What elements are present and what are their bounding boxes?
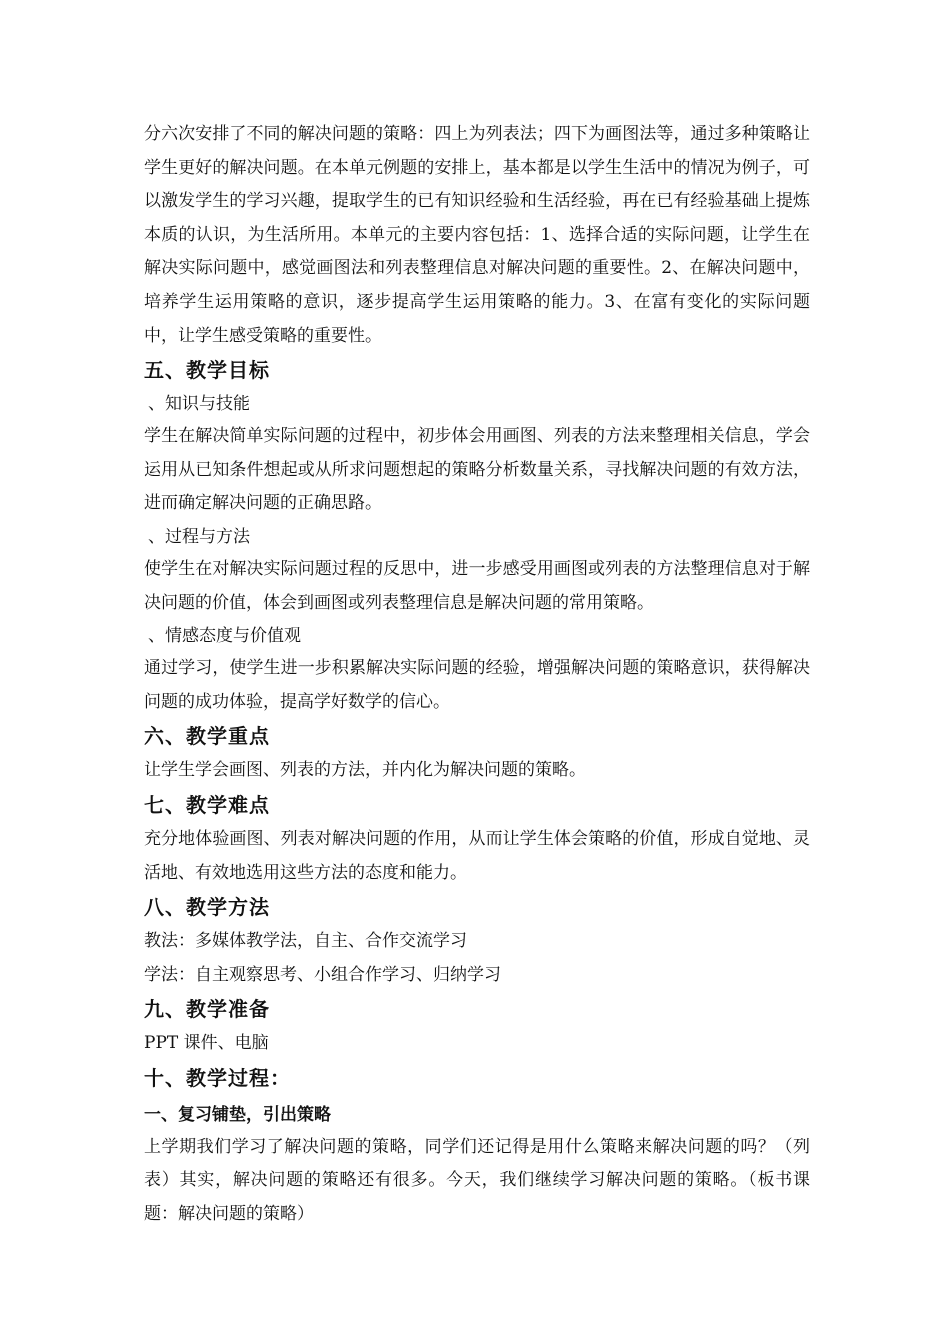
section-10-heading: 十、教学过程： [144, 1065, 291, 1090]
section-8-teaching-methods: 教法：多媒体教学法，自主、合作交流学习 [144, 931, 467, 952]
section-5-sub1-paragraph: 学生在解决简单实际问题的过程中，初步体会用画图、列表的方法来整理相关信息，学会运用从已知条件想起或从所求问题想起的策略分析数量关系，寻找解决问题的有效方法，进而确定解决问题的正确思路。 [144, 426, 810, 514]
section-6-paragraph: 让学生学会画图、列表的方法，并内化为解决问题的策略。 [144, 760, 586, 781]
section-5-sub3-paragraph: 通过学习，使学生进一步积累解决实际问题的经验，增强解决问题的策略意识，获得解决问题的成功体验，提高学好数学的信心。 [144, 658, 810, 712]
section-8-heading: 八、教学方法 [144, 895, 270, 920]
section-10-step1-paragraph: 上学期我们学习了解决问题的策略，同学们还记得是用什么策略来解决问题的吗？（列表）其实，解决问题的策略还有很多。今天，我们继续学习解决问题的策略。（板书课题：解决问题的策略） [144, 1136, 810, 1225]
section-5-heading: 五、教学目标 [144, 358, 270, 383]
document-body [144, 118, 810, 1232]
section-7-paragraph: 充分地体验画图、列表对解决问题的作用，从而让学生体会策略的价值，形成自觉地、灵活地、有效地选用这些方法的态度和能力。 [144, 828, 810, 883]
section-9-paragraph: PPT 课件、电脑 [144, 1033, 269, 1054]
section-7-heading: 七、教学难点 [144, 792, 270, 817]
section-5-sub2-heading: 、过程与方法 [148, 526, 250, 547]
section-5-sub2-paragraph: 使学生在对解决实际问题过程的反思中，进一步感受用画图或列表的方法整理信息对于解决问题的价值，体会到画图或列表整理信息是解决问题的常用策略。 [144, 558, 810, 613]
section-10-step1-heading: 一、复习铺垫，引出策略 [144, 1104, 331, 1125]
section-9-heading: 九、教学准备 [144, 997, 270, 1022]
intro-paragraph: 分六次安排了不同的解决问题的策略：四上为列表法；四下为画图法等，通过多种策略让学生更好的解决问题。在本单元例题的安排上，基本都是以学生生活中的情况为例子，可以激发学生的学习兴趣，提取学生的已有知识经验和生活经验，再在已有经验基础上提炼本质的认识，为生活所用。本单元的主要内容包括：1、选择合适的实际问题，让学生在解决实际问题中，感觉画图法和列表整理信息对解决问题的重要性。2、在解决问题中，培养学生运用策略的意识，逐步提高学生运用策略的能力。3、在富有变化的实际问题中，让学生感受策略的重要性。 [144, 124, 810, 346]
section-6-heading: 六、教学重点 [144, 724, 270, 749]
section-8-learning-methods: 学法：自主观察思考、小组合作学习、归纳学习 [144, 964, 501, 985]
section-5-sub3-heading: 、情感态度与价值观 [148, 626, 301, 647]
section-5-sub1-heading: 、知识与技能 [148, 394, 250, 415]
